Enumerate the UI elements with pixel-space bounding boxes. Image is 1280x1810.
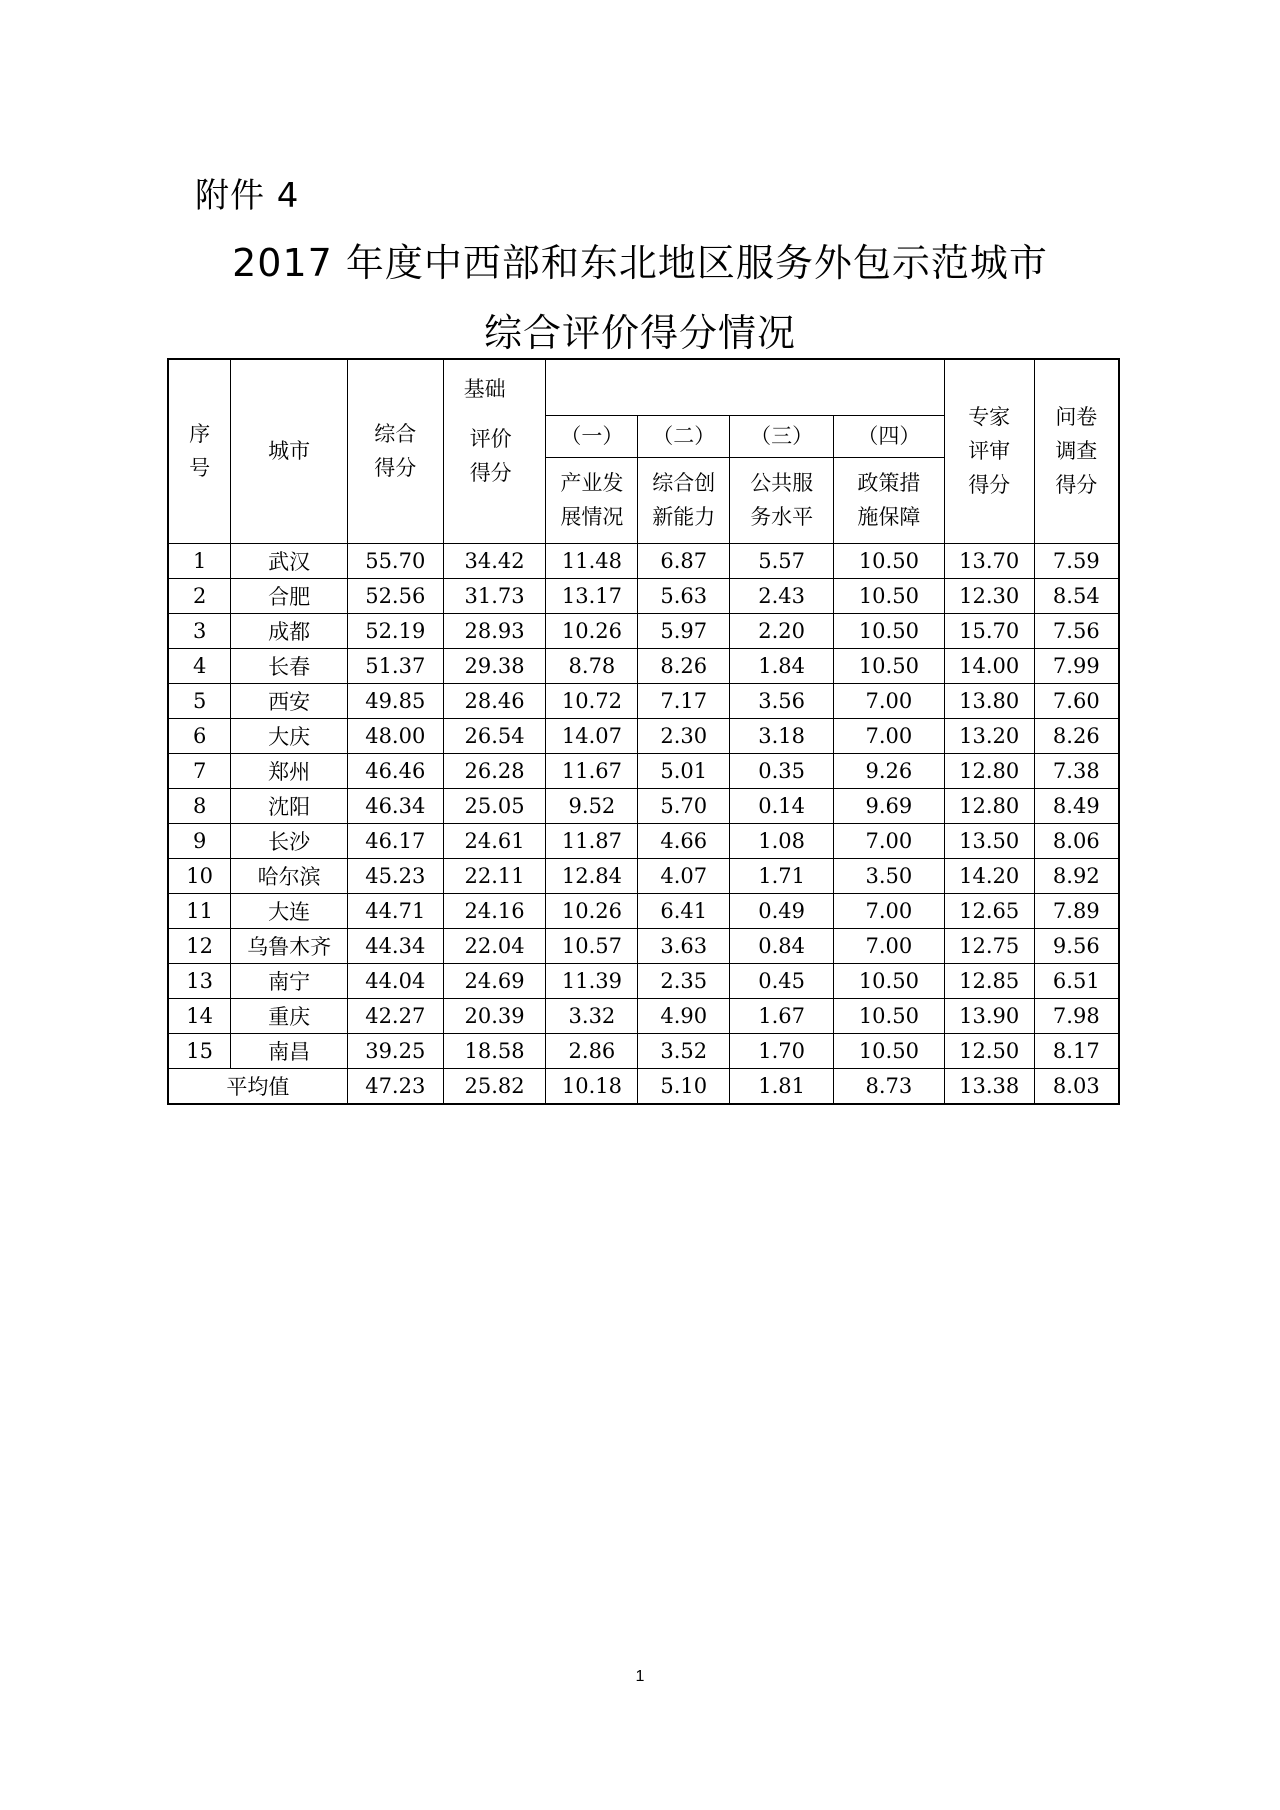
table-row [168, 858, 1119, 893]
cell-sub1: 3.32 [546, 998, 638, 1033]
cell-sub2: 3.63 [638, 928, 730, 963]
cell-seq: 14 [168, 998, 231, 1033]
cell-sub3: 3.18 [730, 718, 834, 753]
cell-survey: 8.26 [1034, 718, 1119, 753]
cell-expert: 12.85 [944, 963, 1034, 998]
header-basic-top: 基础 [463, 377, 506, 401]
cell-sub2: 4.90 [638, 998, 730, 1033]
score-table-body [168, 543, 1119, 1104]
cell-total: 49.85 [347, 683, 443, 718]
cell-basic: 25.05 [443, 788, 546, 823]
cell-seq: 8 [168, 788, 231, 823]
cell-total: 44.71 [347, 893, 443, 928]
cell-total: 52.19 [347, 613, 443, 648]
cell-seq: 11 [168, 893, 231, 928]
header-seq-label: 序 号 [189, 422, 211, 481]
cell-sub4: 7.00 [834, 718, 945, 753]
average-row [168, 1068, 1119, 1104]
cell-sub1: 11.87 [546, 823, 638, 858]
cell-sub2: 4.66 [638, 823, 730, 858]
cell-sub4: 9.69 [834, 788, 945, 823]
table-row [168, 718, 1119, 753]
cell-sub3: 2.20 [730, 613, 834, 648]
cell-survey: 7.60 [1034, 683, 1119, 718]
cell-basic: 31.73 [443, 578, 546, 613]
header-sub4-num: （四） [834, 415, 945, 457]
cell-expert: 14.20 [944, 858, 1034, 893]
cell-expert: 13.20 [944, 718, 1034, 753]
cell-expert: 12.50 [944, 1033, 1034, 1068]
cell-sub3: 0.35 [730, 753, 834, 788]
cell-sub3: 0.84 [730, 928, 834, 963]
header-sub2-name [638, 457, 730, 543]
header-survey-label: 问卷 调查 得分 [1055, 405, 1098, 498]
table-row [168, 683, 1119, 718]
cell-sub1: 11.48 [546, 543, 638, 578]
cell-total: 52.56 [347, 578, 443, 613]
table-row [168, 543, 1119, 578]
cell-expert: 13.70 [944, 543, 1034, 578]
header-survey [1034, 359, 1119, 543]
cell-city: 哈尔滨 [231, 858, 348, 893]
header-sub2-num: （二） [638, 415, 730, 457]
cell-seq: 12 [168, 928, 231, 963]
cell-sub4: 10.50 [834, 963, 945, 998]
cell-city: 大庆 [231, 718, 348, 753]
cell-expert: 12.65 [944, 893, 1034, 928]
document-title-line-1: 2017 年度中西部和东北地区服务外包示范城市 [232, 241, 1048, 285]
header-sub1-label: 产业发 展情况 [560, 471, 624, 529]
header-sub4-name [834, 457, 945, 543]
cell-expert: 13.50 [944, 823, 1034, 858]
cell-sub4: 10.50 [834, 613, 945, 648]
cell-basic: 20.39 [443, 998, 546, 1033]
cell-expert: 13.90 [944, 998, 1034, 1033]
cell-sub4: 10.50 [834, 543, 945, 578]
cell-sub3: 0.45 [730, 963, 834, 998]
cell-survey: 7.38 [1034, 753, 1119, 788]
cell-total: 46.17 [347, 823, 443, 858]
cell-city: 长沙 [231, 823, 348, 858]
average-label: 平均值 [168, 1068, 347, 1104]
cell-basic: 24.16 [443, 893, 546, 928]
average-sub1: 10.18 [546, 1068, 638, 1104]
cell-expert: 12.80 [944, 788, 1034, 823]
cell-sub2: 7.17 [638, 683, 730, 718]
cell-sub2: 3.52 [638, 1033, 730, 1068]
cell-basic: 28.93 [443, 613, 546, 648]
cell-city: 成都 [231, 613, 348, 648]
cell-sub1: 9.52 [546, 788, 638, 823]
cell-sub1: 11.67 [546, 753, 638, 788]
cell-sub2: 5.01 [638, 753, 730, 788]
average-sub4: 8.73 [834, 1068, 945, 1104]
document-title-line-2: 综合评价得分情况 [483, 311, 796, 355]
average-survey: 8.03 [1034, 1068, 1119, 1104]
cell-basic: 24.69 [443, 963, 546, 998]
cell-sub4: 10.50 [834, 648, 945, 683]
table-row [168, 578, 1119, 613]
cell-basic: 18.58 [443, 1033, 546, 1068]
cell-basic: 22.11 [443, 858, 546, 893]
cell-survey: 8.06 [1034, 823, 1119, 858]
cell-sub4: 7.00 [834, 683, 945, 718]
score-table [167, 358, 1120, 1105]
cell-survey: 7.89 [1034, 893, 1119, 928]
cell-survey: 7.98 [1034, 998, 1119, 1033]
cell-expert: 12.30 [944, 578, 1034, 613]
cell-sub3: 2.43 [730, 578, 834, 613]
table-row [168, 823, 1119, 858]
cell-sub4: 7.00 [834, 823, 945, 858]
cell-sub1: 10.26 [546, 613, 638, 648]
header-expert [944, 359, 1034, 543]
cell-sub1: 10.57 [546, 928, 638, 963]
table-row [168, 893, 1119, 928]
average-sub3: 1.81 [730, 1068, 834, 1104]
cell-sub3: 5.57 [730, 543, 834, 578]
cell-seq: 15 [168, 1033, 231, 1068]
cell-total: 48.00 [347, 718, 443, 753]
table-row [168, 928, 1119, 963]
cell-survey: 7.99 [1034, 648, 1119, 683]
header-sub3-name [730, 457, 834, 543]
cell-total: 42.27 [347, 998, 443, 1033]
cell-survey: 8.17 [1034, 1033, 1119, 1068]
cell-sub3: 0.14 [730, 788, 834, 823]
header-basic-bottom: 评价 得分 [469, 427, 512, 485]
cell-sub2: 2.35 [638, 963, 730, 998]
cell-expert: 15.70 [944, 613, 1034, 648]
header-total-label: 综合 得分 [374, 422, 417, 481]
cell-total: 44.34 [347, 928, 443, 963]
cell-basic: 28.46 [443, 683, 546, 718]
header-sub2-label: 综合创 新能力 [652, 471, 716, 529]
cell-sub3: 1.84 [730, 648, 834, 683]
header-expert-label: 专家 评审 得分 [968, 405, 1011, 498]
cell-sub2: 5.70 [638, 788, 730, 823]
cell-seq: 4 [168, 648, 231, 683]
cell-seq: 6 [168, 718, 231, 753]
header-basic [443, 359, 546, 543]
cell-city: 南宁 [231, 963, 348, 998]
page-number: 1 [635, 1668, 645, 1685]
cell-survey: 8.54 [1034, 578, 1119, 613]
header-city [231, 359, 348, 543]
cell-total: 45.23 [347, 858, 443, 893]
cell-city: 合肥 [231, 578, 348, 613]
cell-sub2: 4.07 [638, 858, 730, 893]
cell-sub2: 5.97 [638, 613, 730, 648]
cell-sub3: 1.70 [730, 1033, 834, 1068]
cell-total: 55.70 [347, 543, 443, 578]
cell-city: 乌鲁木齐 [231, 928, 348, 963]
table-row [168, 998, 1119, 1033]
cell-city: 南昌 [231, 1033, 348, 1068]
cell-sub3: 3.56 [730, 683, 834, 718]
cell-sub2: 5.63 [638, 578, 730, 613]
table-row [168, 753, 1119, 788]
cell-survey: 7.59 [1034, 543, 1119, 578]
cell-sub4: 10.50 [834, 998, 945, 1033]
header-sub1-name [546, 457, 638, 543]
cell-sub4: 7.00 [834, 928, 945, 963]
table-row [168, 648, 1119, 683]
cell-sub3: 1.71 [730, 858, 834, 893]
cell-sub2: 2.30 [638, 718, 730, 753]
header-basic-group [546, 359, 944, 415]
header-sub3-label: 公共服 务水平 [750, 471, 814, 529]
cell-sub2: 6.41 [638, 893, 730, 928]
cell-total: 39.25 [347, 1033, 443, 1068]
cell-sub1: 12.84 [546, 858, 638, 893]
cell-sub4: 9.26 [834, 753, 945, 788]
cell-seq: 5 [168, 683, 231, 718]
cell-seq: 1 [168, 543, 231, 578]
cell-sub3: 1.08 [730, 823, 834, 858]
header-seq [168, 359, 231, 543]
cell-survey: 7.56 [1034, 613, 1119, 648]
cell-seq: 13 [168, 963, 231, 998]
cell-sub1: 2.86 [546, 1033, 638, 1068]
cell-city: 沈阳 [231, 788, 348, 823]
cell-city: 郑州 [231, 753, 348, 788]
cell-city: 大连 [231, 893, 348, 928]
cell-sub4: 7.00 [834, 893, 945, 928]
cell-basic: 22.04 [443, 928, 546, 963]
cell-sub4: 10.50 [834, 578, 945, 613]
cell-sub1: 8.78 [546, 648, 638, 683]
cell-sub4: 3.50 [834, 858, 945, 893]
average-basic: 25.82 [443, 1068, 546, 1104]
cell-survey: 8.49 [1034, 788, 1119, 823]
cell-sub1: 10.72 [546, 683, 638, 718]
header-sub1-num: （一） [546, 415, 638, 457]
header-total [347, 359, 443, 543]
cell-sub2: 8.26 [638, 648, 730, 683]
cell-expert: 14.00 [944, 648, 1034, 683]
cell-expert: 12.80 [944, 753, 1034, 788]
cell-basic: 29.38 [443, 648, 546, 683]
cell-sub1: 11.39 [546, 963, 638, 998]
cell-seq: 9 [168, 823, 231, 858]
attachment-label: 附件 4 [195, 176, 300, 216]
cell-seq: 10 [168, 858, 231, 893]
cell-sub3: 0.49 [730, 893, 834, 928]
header-sub3-num: （三） [730, 415, 834, 457]
cell-survey: 8.92 [1034, 858, 1119, 893]
cell-city: 重庆 [231, 998, 348, 1033]
cell-total: 46.34 [347, 788, 443, 823]
cell-survey: 6.51 [1034, 963, 1119, 998]
average-total: 47.23 [347, 1068, 443, 1104]
average-sub2: 5.10 [638, 1068, 730, 1104]
cell-total: 44.04 [347, 963, 443, 998]
cell-sub1: 13.17 [546, 578, 638, 613]
cell-sub4: 10.50 [834, 1033, 945, 1068]
cell-expert: 12.75 [944, 928, 1034, 963]
table-row [168, 963, 1119, 998]
cell-basic: 34.42 [443, 543, 546, 578]
cell-city: 长春 [231, 648, 348, 683]
cell-seq: 3 [168, 613, 231, 648]
header-city-label: 城市 [268, 439, 311, 464]
cell-basic: 24.61 [443, 823, 546, 858]
table-row [168, 613, 1119, 648]
cell-sub1: 10.26 [546, 893, 638, 928]
cell-seq: 2 [168, 578, 231, 613]
cell-survey: 9.56 [1034, 928, 1119, 963]
cell-sub3: 1.67 [730, 998, 834, 1033]
table-row [168, 788, 1119, 823]
table-row [168, 1033, 1119, 1068]
cell-city: 武汉 [231, 543, 348, 578]
cell-basic: 26.28 [443, 753, 546, 788]
average-expert: 13.38 [944, 1068, 1034, 1104]
cell-basic: 26.54 [443, 718, 546, 753]
cell-total: 46.46 [347, 753, 443, 788]
cell-total: 51.37 [347, 648, 443, 683]
cell-city: 西安 [231, 683, 348, 718]
header-sub4-label: 政策措 施保障 [857, 471, 921, 529]
cell-expert: 13.80 [944, 683, 1034, 718]
cell-sub1: 14.07 [546, 718, 638, 753]
cell-sub2: 6.87 [638, 543, 730, 578]
cell-seq: 7 [168, 753, 231, 788]
